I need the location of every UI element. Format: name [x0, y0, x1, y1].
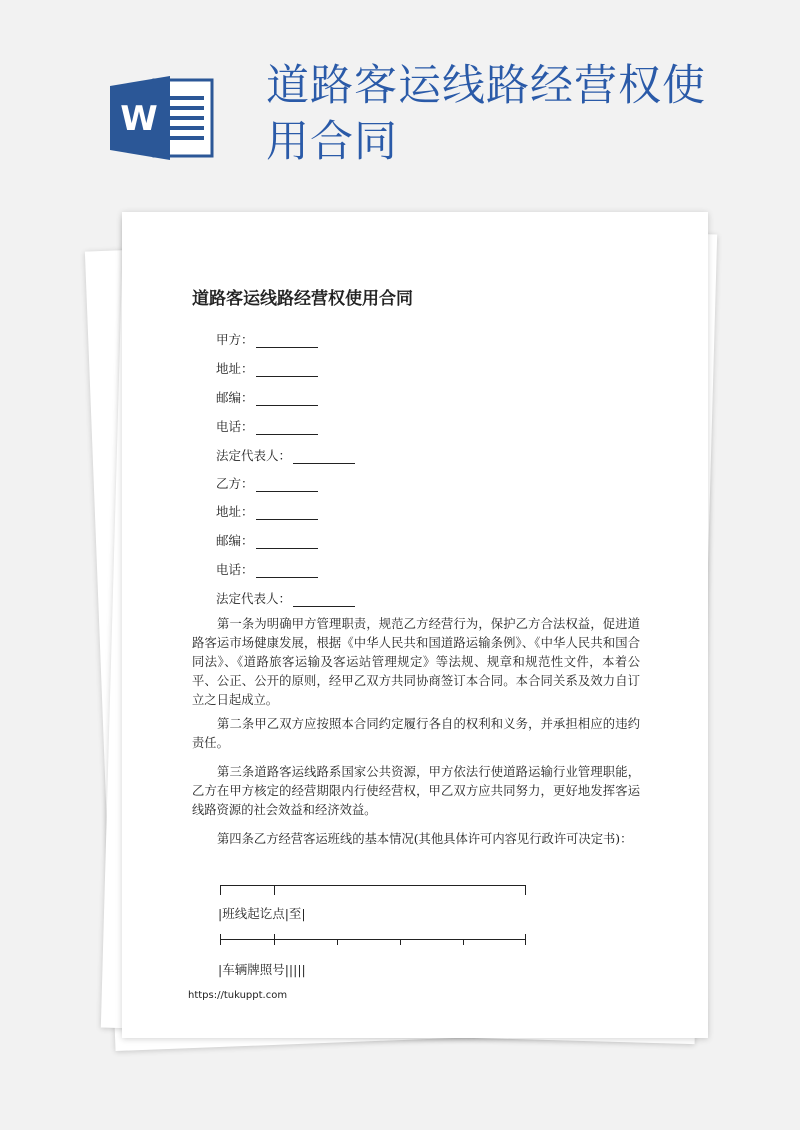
table-tick	[337, 939, 338, 945]
blank-line	[256, 364, 318, 377]
party-b-name-field	[216, 474, 318, 492]
blank-line	[256, 422, 318, 435]
blank-line	[256, 536, 318, 549]
blank-line	[293, 594, 355, 607]
table-tick	[274, 885, 275, 895]
clause-2: 第二条甲乙双方应按照本合同约定履行各自的权利和义务，并承担相应的违约责任。	[192, 717, 640, 750]
field-label: 地址：	[216, 361, 254, 376]
blank-line	[293, 451, 355, 464]
party-b-phone-field	[216, 560, 318, 578]
field-label: 电话：	[216, 562, 254, 577]
route-endpoints-row: |班线起讫点|至|	[218, 906, 306, 921]
svg-text:W: W	[120, 99, 158, 139]
table-tick	[274, 934, 275, 945]
party-b-address-field	[216, 502, 318, 520]
field-label: 甲方：	[216, 332, 254, 347]
party-a-phone-field	[216, 417, 318, 435]
field-label: 电话：	[216, 419, 254, 434]
party-b-legal-rep-field	[216, 589, 355, 607]
clause-4: 第四条乙方经营客运班线的基本情况(其他具体许可内容见行政许可决定书)：	[217, 832, 633, 846]
vehicle-plate-row: |车辆牌照号|||||	[218, 962, 306, 977]
blank-line	[256, 479, 318, 492]
table-rule	[220, 885, 526, 886]
field-label: 邮编：	[216, 390, 254, 405]
table-tick	[463, 939, 464, 945]
table-rule	[220, 939, 526, 940]
blank-line	[256, 393, 318, 406]
table-tick	[220, 934, 221, 945]
party-a-address-field	[216, 359, 318, 377]
table-tick	[525, 885, 526, 895]
blank-line	[256, 565, 318, 578]
field-label: 邮编：	[216, 533, 254, 548]
table-tick	[400, 939, 401, 945]
page-title: 道路客运线路经营权使用合同	[266, 61, 706, 167]
field-label: 法定代表人：	[216, 591, 292, 606]
footer-url: https://tukuppt.com	[188, 990, 288, 1001]
blank-line	[256, 507, 318, 520]
table-tick	[525, 934, 526, 945]
party-a-postcode-field	[216, 388, 318, 406]
word-app-icon	[110, 76, 214, 160]
table-tick	[220, 885, 221, 895]
clause-3: 第三条道路客运线路系国家公共资源，甲方依法行使道路运输行业管理职能，乙方在甲方核定的经营期限内行使经营权，甲乙双方应共同努力，更好地发挥客运线路资源的社会效益和经济效益。	[192, 765, 640, 817]
blank-line	[256, 335, 318, 348]
party-b-postcode-field	[216, 531, 318, 549]
field-label: 乙方：	[216, 476, 254, 491]
field-label: 地址：	[216, 504, 254, 519]
field-label: 法定代表人：	[216, 448, 292, 463]
document-page	[122, 212, 708, 1038]
party-a-legal-rep-field	[216, 446, 355, 464]
party-a-name-field	[216, 330, 318, 348]
document-title: 道路客运线路经营权使用合同	[192, 289, 413, 309]
clause-1: 第一条为明确甲方管理职责，规范乙方经营行为，保护乙方合法权益，促进道路客运市场健康发展，根据《中华人民共和国道路运输条例》、《中华人民共和国合同法》、《道路旅客运输及客运站管理规定》等法规、规章和规范性文件，本着公平、公正、公开的原则，经甲乙双方共同协商签订本合同。本合同关系及效力自订立之日起成立。	[192, 617, 640, 707]
